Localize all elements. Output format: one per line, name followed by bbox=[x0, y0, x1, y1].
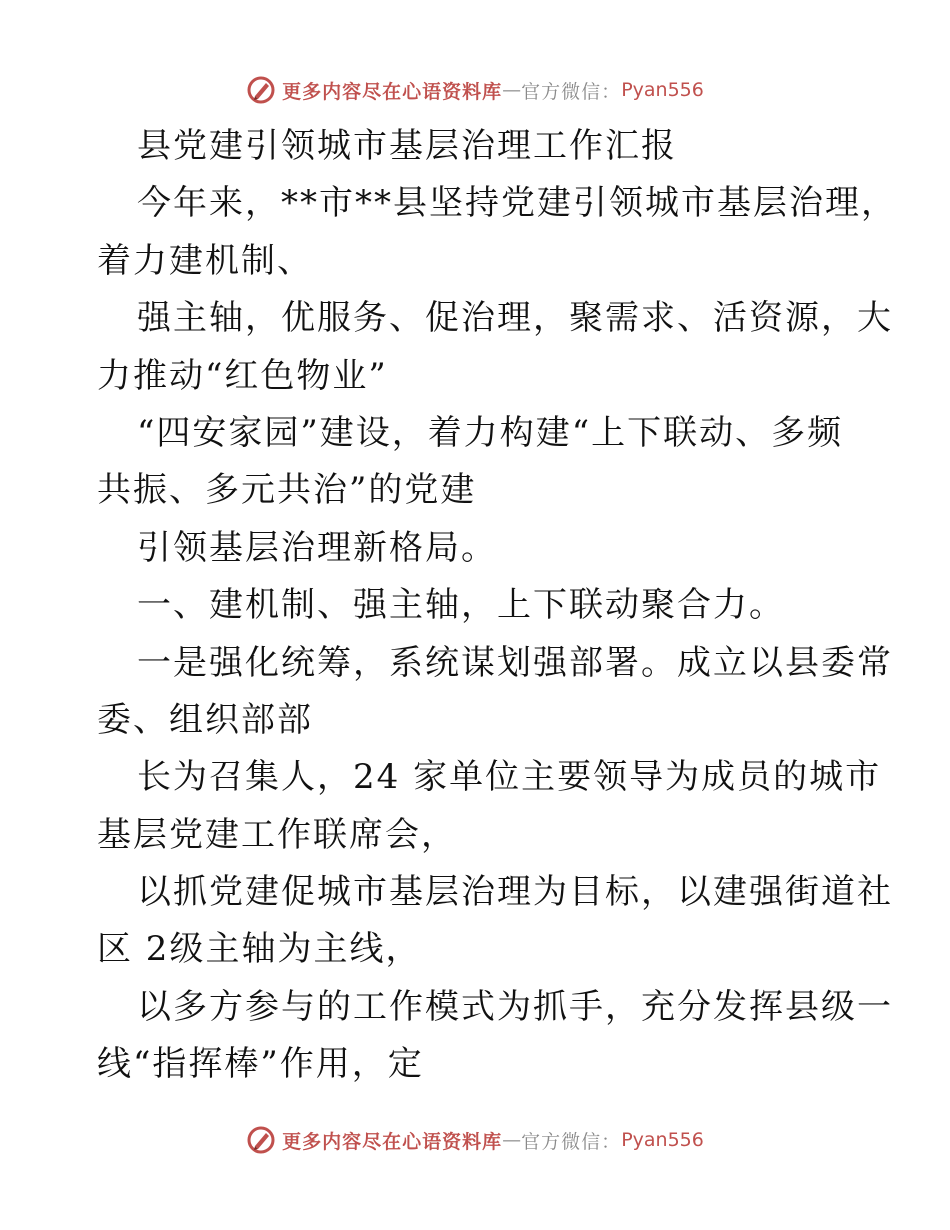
watermark-site-text: 更多内容尽在心语资料库 bbox=[282, 80, 503, 103]
paragraph-line: 力推动“红色物业” bbox=[97, 355, 388, 396]
paragraph-line: 强主轴，优服务、促治理，聚需求、活资源，大 bbox=[137, 298, 893, 339]
paragraph-line: “四安家园”建设，着力构建“上下联动、多频 bbox=[137, 412, 844, 453]
paragraph-line: 基层党建工作联席会， bbox=[97, 814, 457, 855]
watermark-wechat-label: 官方微信： bbox=[521, 80, 622, 103]
paragraph-line: 一是强化统筹，系统谋划强部署。成立以县委常 bbox=[137, 642, 893, 683]
watermark-dash: — bbox=[502, 1129, 522, 1151]
paragraph-line: 长为召集人，24 家单位主要领导为成员的城市 bbox=[137, 757, 882, 798]
watermark-site-text: 更多内容尽在心语资料库 bbox=[282, 1130, 503, 1153]
paragraph-line: 引领基层治理新格局。 bbox=[137, 527, 497, 568]
document-body bbox=[97, 118, 897, 1094]
watermark-dash: — bbox=[502, 79, 522, 101]
paragraph-line: 委、组织部部 bbox=[97, 699, 313, 740]
header-watermark bbox=[0, 70, 950, 110]
watermark-wechat-label: 官方微信： bbox=[521, 1130, 622, 1153]
watermark-wechat-id: Pyan556 bbox=[621, 79, 704, 101]
paragraph-line: 区 2级主轴为主线， bbox=[97, 929, 422, 970]
paragraph-line: 今年来，**市**县坚持党建引领城市基层治理， bbox=[137, 183, 897, 224]
paragraph-line: 以抓党建促城市基层治理为目标，以建强街道社 bbox=[137, 872, 893, 913]
document-title: 县党建引领城市基层治理工作汇报 bbox=[137, 126, 677, 166]
paragraph-line: 以多方参与的工作模式为抓手，充分发挥县级一 bbox=[137, 986, 893, 1027]
section-heading: 一、建机制、强主轴，上下联动聚合力。 bbox=[137, 585, 785, 626]
paragraph-line: 线“指挥棒”作用，定 bbox=[97, 1044, 424, 1085]
paragraph-line: 着力建机制、 bbox=[97, 240, 313, 281]
pen-logo-icon bbox=[246, 1125, 276, 1155]
watermark-wechat-id: Pyan556 bbox=[621, 1129, 704, 1151]
pen-logo-icon bbox=[246, 75, 276, 105]
footer-watermark bbox=[0, 1120, 950, 1160]
paragraph-line: 共振、多元共治”的党建 bbox=[97, 470, 477, 511]
